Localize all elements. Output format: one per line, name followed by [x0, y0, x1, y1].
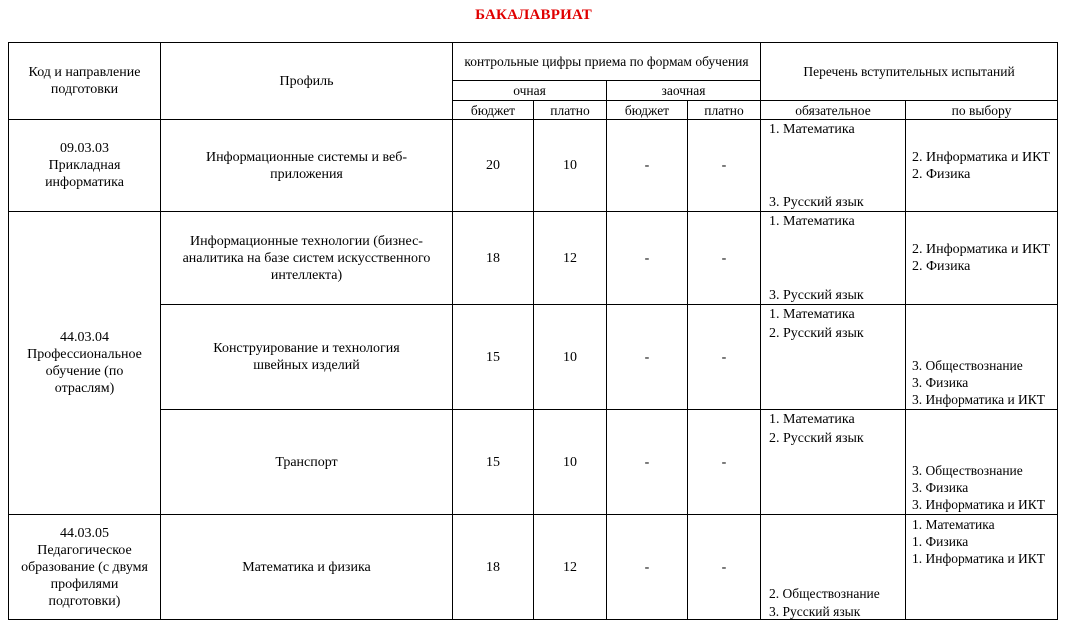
- row-5-budget-ft: 18: [452, 514, 534, 620]
- row-1-profile: Информационные системы и веб-приложения: [160, 119, 453, 212]
- row-3-optional: 3. Обществознание 3. Физика 3. Информатика и ИКТ: [905, 304, 1058, 410]
- row-3-profile: Конструирование и технология швейных изделий: [160, 304, 453, 410]
- row-2-optional: 2. Информатика и ИКТ 2. Физика: [905, 211, 1058, 305]
- row-5-budget-pt: -: [606, 514, 688, 620]
- header-budget-full-time: бюджет: [452, 100, 534, 120]
- page-title: БАКАЛАВРИАТ: [475, 7, 592, 23]
- row-5-profile: Математика и физика: [160, 514, 453, 620]
- row-3-budget-pt: -: [606, 304, 688, 410]
- row-3-paid-ft: 10: [533, 304, 607, 410]
- row-4-paid-ft: 10: [533, 409, 607, 515]
- header-paid-full-time: платно: [533, 100, 607, 120]
- row-1-paid-pt: -: [687, 119, 761, 212]
- header-control-figures: контрольные цифры приема по формам обучения: [452, 42, 761, 81]
- row-4-paid-pt: -: [687, 409, 761, 515]
- row-4-optional: 3. Обществознание 3. Физика 3. Информатика и ИКТ: [905, 409, 1058, 515]
- row-3-budget-ft: 15: [452, 304, 534, 410]
- row-4-profile: Транспорт: [160, 409, 453, 515]
- row-2-mandatory: 1. Математика 3. Русский язык: [760, 211, 906, 305]
- row-2-paid-ft: 12: [533, 211, 607, 305]
- row-1-budget-pt: -: [606, 119, 688, 212]
- header-mandatory: обязательное: [760, 100, 906, 120]
- row-4-budget-ft: 15: [452, 409, 534, 515]
- header-budget-part-time: бюджет: [606, 100, 688, 120]
- header-part-time: заочная: [606, 80, 761, 101]
- header-code: Код и направление подготовки: [8, 42, 161, 120]
- header-paid-part-time: платно: [687, 100, 761, 120]
- row-1-mandatory: 1. Математика 3. Русский язык: [760, 119, 906, 212]
- row-1-code: 09.03.03 Прикладная информатика: [8, 119, 161, 212]
- row-5-optional: 1. Математика 1. Физика 1. Информатика и ИКТ: [905, 514, 1058, 620]
- row-5-paid-pt: -: [687, 514, 761, 620]
- row-2-budget-ft: 18: [452, 211, 534, 305]
- row-1-optional: 2. Информатика и ИКТ 2. Физика: [905, 119, 1058, 212]
- row-1-paid-ft: 10: [533, 119, 607, 212]
- row-5-paid-ft: 12: [533, 514, 607, 620]
- header-entrance-tests: Перечень вступительных испытаний: [760, 42, 1058, 101]
- row-2-code: 44.03.04 Профессиональное обучение (по отраслям): [8, 211, 161, 515]
- row-2-profile: Информационные технологии (бизнес-аналитика на базе систем искусственного интеллекта): [160, 211, 453, 305]
- header-full-time: очная: [452, 80, 607, 101]
- row-2-paid-pt: -: [687, 211, 761, 305]
- row-2-budget-pt: -: [606, 211, 688, 305]
- header-profile: Профиль: [160, 42, 453, 120]
- row-4-mandatory: 1. Математика 2. Русский язык: [760, 409, 906, 515]
- row-3-mandatory: 1. Математика 2. Русский язык: [760, 304, 906, 410]
- row-3-paid-pt: -: [687, 304, 761, 410]
- row-5-mandatory: 2. Обществознание 3. Русский язык: [760, 514, 906, 620]
- row-5-code: 44.03.05 Педагогическое образование (с двумя профилями подготовки): [8, 514, 161, 620]
- header-optional: по выбору: [905, 100, 1058, 120]
- row-1-budget-ft: 20: [452, 119, 534, 212]
- row-4-budget-pt: -: [606, 409, 688, 515]
